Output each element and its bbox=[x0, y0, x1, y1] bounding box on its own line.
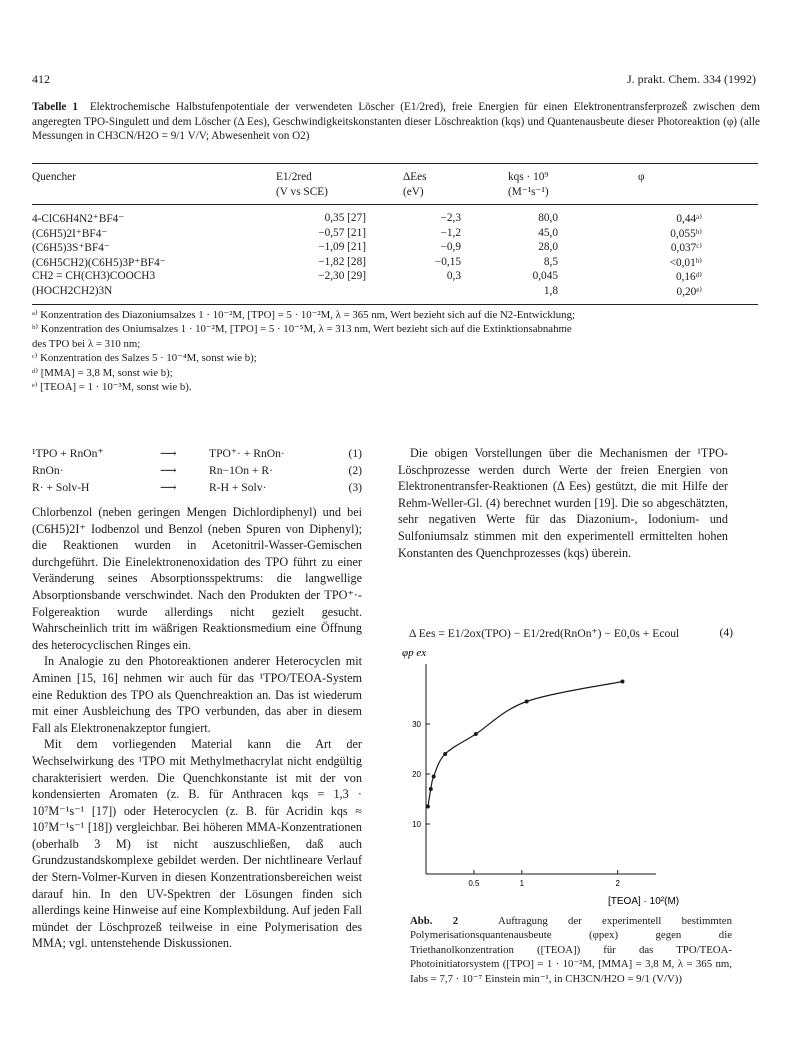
arrow-icon: ⟶ bbox=[160, 464, 177, 477]
cell-de: −1,2 bbox=[440, 226, 461, 239]
table-caption bbox=[32, 100, 760, 144]
cell-phi: 0,055ᵇ⁾ bbox=[670, 227, 702, 240]
cell-quencher: 4-ClC6H4N2⁺BF4⁻ bbox=[32, 213, 125, 225]
equation-2 bbox=[32, 463, 362, 479]
chart-svg bbox=[398, 642, 738, 914]
right-column-text bbox=[398, 445, 728, 561]
y-tick-label: 30 bbox=[412, 720, 421, 729]
cell-de: −0,9 bbox=[440, 241, 461, 253]
cell-de: −0,15 bbox=[434, 255, 461, 268]
cell-kq: 1,8 bbox=[543, 284, 558, 297]
paragraph: Die obigen Vorstellungen über die Mechanismen der ¹TPO-Löschprozesse werden durch Werte der freien Energien von Elektronentransfer-Reaktionen (Δ Ees) gestützt, die mit Hilfe der Rehm-Weller-Gl. (4) berechnet wurden [19]. Die so abgeschätzten, sehr negativen Werte für das Diazonium-, Iodonium- und Sulfoniumsalz stimmen mit den experimentell ermittelten hohen Konstanten des Quenchprozesses (kqs) überein. bbox=[398, 446, 728, 560]
cell-e12: −1,09 [21] bbox=[318, 241, 366, 253]
cell-quencher: (C6H5)2I⁺BF4⁻ bbox=[32, 227, 108, 240]
cell-e12: −1,82 [28] bbox=[318, 255, 366, 268]
equation-number: (4) bbox=[719, 626, 733, 639]
paragraph: Mit dem vorliegenden Material kann die Art der Wechselwirkung des ¹TPO mit Methylmethacrylat nicht endgültig charakterisiert werden. Die Quenchkonstante ist mit der von kondensierten Aromaten (z. B. für Anthracen kqs = 1,3 · 10⁷M⁻¹s⁻¹ [17]) oder Heterocyclen (z. B. für Acridin kqs ≈ 10⁷M⁻¹s⁻¹ [18]) vergleichbar. Bei höheren MMA-Konzentrationen (oberhalb 3 M) ist nicht auszuschließen, daß auch Grundzustandskomplexe gebildet werden. Der nichtlineare Verlauf der Stern-Volmer-Kurven in diesen Konzentrationsbereichen weist darauf hin. In den UV-Spektren der Lösungen finden sich allerdings keine Hinweise auf eine Komplexbildung. Auf jeden Fall mündet der Löschprozeß teilweise in eine Polymerisation des MMA; vgl. untenstehende Diskussionen. bbox=[32, 737, 362, 951]
paragraph: Chlorbenzol (neben geringen Mengen Dichlordiphenyl) und bei (C6H5)2I⁺ Iodbenzol und Benzol (neben Spuren von Diphenyl); die Reaktionen wurden in Acetonitril-Wasser-Gemischen durchgeführt. Die Einelektronenoxidation des TPO führt zu einer Veränderung seines Absorptionsspektrums: die langwellige Absorptionsbande verschwindet. Nach den Produkten der TPO⁺·-Folgereaktion wurde allerdings nicht gezielt gesucht. Wahrscheinlich tritt im wäßrigen Reaktionsmedium eine Öffnung des heterocyclischen Ringes ein. bbox=[32, 505, 362, 652]
cell-kq: 45,0 bbox=[538, 226, 558, 239]
x-tick-label: 0.5 bbox=[468, 879, 480, 888]
header-e12-unit: (V vs SCE) bbox=[276, 185, 328, 198]
table-row bbox=[0, 256, 792, 271]
figure-label: Abb. 2 bbox=[410, 915, 459, 927]
data-point bbox=[429, 787, 433, 791]
equation-4-text: Δ Ees = E1/2ox(TPO) − E1/2red(RnOn⁺) − E0,0s + Ecoul bbox=[409, 627, 680, 640]
header-quencher: Quencher bbox=[32, 171, 76, 183]
table-caption-text: Elektrochemische Halbstufenpotentiale der verwendeten Löscher (E1/2red), freie Energien für einen Elektronentransferprozeß zwischen dem angeregten TPO-Singulett und dem Löscher (Δ Ees), Geschwindigkeitskonstanten dieser Löschreaktion (kqs) und Quantenausbeute dieser Photoreaktion (φ) (alle Messungen in CH3CN/H2O = 9/1 V/V; Abwesenheit von O2) bbox=[32, 101, 761, 143]
footnote-a: ᵃ⁾ Konzentration des Diazoniumsalzes 1 · 10⁻²M, [TPO] = 5 · 10⁻²M, λ = 365 nm, Wert bezieht sich auf die N2-Entwicklung; bbox=[32, 309, 575, 321]
figure-caption-text: Auftragung der experimentell bestimmten Polymerisationsquantenausbeute (φpex) gegen die Triethanolkonzentration ([TEOA]) für das TPO/TEOA-Photoinitiatorsystem ([TPO] = 1 · 10⁻²M, [MMA] = 3,8 M, λ = 365 nm, Iabs = 7,7 · 10⁻⁷ Einstein min⁻¹, in CH3CN/H2O = 9/1 (V/V)) bbox=[410, 915, 732, 985]
y-tick-label: 20 bbox=[412, 770, 421, 779]
table-footnotes bbox=[32, 308, 760, 394]
cell-kq: 80,0 bbox=[538, 212, 558, 224]
x-axis-label: [TEOA] · 10²(M) bbox=[608, 896, 680, 907]
paragraph: In Analogie zu den Photoreaktionen anderer Heterocyclen mit Aminen [15, 16] nehmen wir auch für das ¹TPO/TEOA-System eine Reduktion des TPO als Quenchreaktion an. Das ist wiederum mit einer Ausbleichung des TPO verbunden, das aber in diesem Fall als Elektronenakzeptor fungiert. bbox=[32, 654, 362, 735]
cell-e12: −0,57 [21] bbox=[318, 226, 366, 239]
cell-kq: 8,5 bbox=[543, 255, 558, 268]
equation-rhs: Rn−1On + R· bbox=[209, 464, 273, 477]
arrow-icon: ⟶ bbox=[160, 447, 177, 460]
table-row bbox=[0, 285, 792, 300]
equation-rhs: TPO⁺· + RnOn· bbox=[209, 447, 285, 460]
header-e12-label: E1/2red bbox=[276, 171, 312, 183]
left-column-text bbox=[32, 504, 362, 952]
footnote-d: ᵈ⁾ [MMA] = 3,8 M, sonst wie b); bbox=[32, 366, 173, 379]
cell-quencher: (HOCH2CH2)3N bbox=[32, 284, 113, 297]
cell-de: 0,3 bbox=[446, 270, 461, 282]
table-row bbox=[0, 270, 792, 285]
figure-2 bbox=[398, 642, 738, 914]
data-point bbox=[525, 700, 529, 704]
cell-de: −2,3 bbox=[440, 212, 461, 224]
equation-3 bbox=[32, 480, 362, 496]
chart-axes bbox=[426, 664, 656, 874]
equation-lhs: RnOn· bbox=[32, 464, 64, 477]
y-axis-label: φp ex bbox=[402, 647, 427, 659]
data-point bbox=[620, 680, 624, 684]
header-delta-e bbox=[403, 170, 427, 199]
cell-quencher: CH2 = CH(CH3)COOCH3 bbox=[32, 270, 156, 282]
table-label: Tabelle 1 bbox=[32, 101, 78, 113]
footnote-e: ᵉ⁾ [TEOA] = 1 · 10⁻³M, sonst wie b). bbox=[32, 381, 192, 394]
cell-e12: −2,30 [29] bbox=[318, 270, 366, 282]
cell-phi: <0,01ᵇ⁾ bbox=[669, 256, 702, 269]
cell-quencher: (C6H5CH2)(C6H5)3P⁺BF4⁻ bbox=[32, 256, 166, 269]
table-row bbox=[0, 212, 792, 227]
figure-caption bbox=[410, 914, 732, 986]
cell-kq: 28,0 bbox=[538, 241, 558, 253]
x-tick-label: 2 bbox=[615, 879, 620, 888]
data-point bbox=[474, 732, 478, 736]
cell-kq: 0,045 bbox=[532, 270, 558, 282]
equation-number: (2) bbox=[348, 464, 362, 477]
header-kq bbox=[508, 170, 549, 199]
data-point bbox=[432, 775, 436, 779]
equation-number: (3) bbox=[348, 481, 362, 494]
chart-ticks bbox=[412, 720, 620, 888]
x-tick-label: 1 bbox=[519, 879, 525, 888]
header-kq-label: kqs · 10⁹ bbox=[508, 171, 549, 183]
data-point bbox=[443, 752, 447, 756]
equation-4 bbox=[409, 626, 733, 640]
cell-phi: 0,16ᵈ⁾ bbox=[675, 271, 702, 283]
header-phi: φ bbox=[638, 171, 645, 183]
cell-e12: 0,35 [27] bbox=[324, 212, 366, 224]
equation-rhs: R-H + Solv· bbox=[209, 481, 267, 494]
footnote-b: ᵇ⁾ Konzentration des Oniumsalzes 1 · 10⁻²M, [TPO] = 5 · 10⁻⁵M, λ = 313 nm, Wert bezieht sich auf die Extinktionsabnahme bbox=[32, 323, 572, 336]
table-header-rule bbox=[32, 204, 758, 205]
table-bottom-rule bbox=[32, 304, 758, 305]
header-de-label: ΔEes bbox=[403, 171, 427, 183]
header-de-unit: (eV) bbox=[403, 185, 424, 198]
header-e12 bbox=[276, 170, 328, 199]
cell-phi: 0,20ᵉ⁾ bbox=[676, 285, 702, 298]
equation-1 bbox=[32, 446, 362, 462]
header-kq-unit: (M⁻¹s⁻¹) bbox=[508, 185, 549, 198]
footnote-b-cont: des TPO bei λ = 310 nm; bbox=[32, 337, 141, 350]
chart-points bbox=[426, 680, 625, 809]
y-tick-label: 10 bbox=[412, 820, 421, 829]
journal-reference: J. prakt. Chem. 334 (1992) bbox=[627, 72, 756, 86]
table-top-rule bbox=[32, 163, 758, 164]
footnote-c: ᶜ⁾ Konzentration des Salzes 5 · 10⁻⁴M, sonst wie b); bbox=[32, 352, 257, 365]
data-point bbox=[426, 805, 430, 809]
cell-phi: 0,44ᵃ⁾ bbox=[676, 213, 702, 225]
equation-lhs: R· + Solv-H bbox=[32, 481, 90, 494]
table-row bbox=[0, 241, 792, 256]
table-row bbox=[0, 227, 792, 242]
arrow-icon: ⟶ bbox=[160, 481, 177, 494]
cell-quencher: (C6H5)3S⁺BF4⁻ bbox=[32, 242, 110, 254]
page-number: 412 bbox=[32, 72, 50, 86]
cell-phi: 0,037ᶜ⁾ bbox=[670, 242, 702, 254]
equation-number: (1) bbox=[348, 447, 362, 460]
equation-lhs: ¹TPO + RnOn⁺ bbox=[32, 447, 104, 460]
